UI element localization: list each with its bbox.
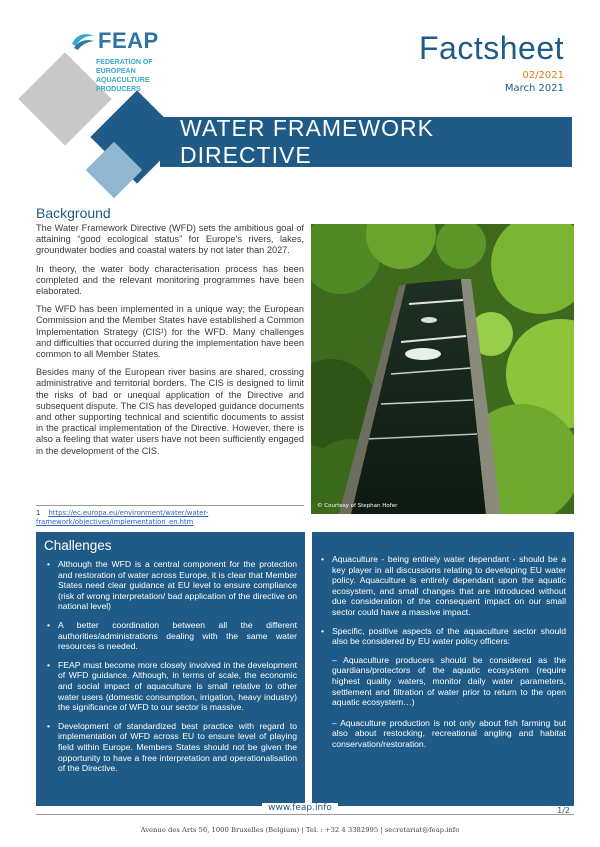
logo-wordmark: FEAP <box>98 28 159 53</box>
footnote-link[interactable]: https://ec.europa.eu/environment/water/water-framework/objectives/implementation_en.htm <box>36 509 209 526</box>
footer-divider <box>36 814 574 815</box>
challenge-item: • FEAP must become more closely involved in the development of WFD guidance. Although, in terms of scale, the economic and social impact of aquaculture is small relative to other water users (domestic consumption, irrigation, heavy industry) the significance of WFD to our sector is massive. <box>44 660 297 713</box>
challenges-panel-left <box>36 532 305 806</box>
challenge-item: • Development of standardized best practice with regard to implementation of WFD across EU to ensure level of playing field within Europe. Members States should not be given the opportunity to have a free interpretation and operationalisation of the Directive. <box>44 721 297 774</box>
background-paragraph: The Water Framework Directive (WFD) sets the ambitious goal of attaining “good ecological status” for Europe’s rivers, lakes, groundwater bodies and coastal waters by not later than 2027. <box>36 223 304 256</box>
challenges-list-right <box>318 554 566 647</box>
challenges-panel-right <box>312 532 574 806</box>
footer-website-link[interactable]: www.feap.info <box>262 803 338 813</box>
challenge-item: • Specific, positive aspects of the aquaculture sector should also be considered by EU water policy officers: <box>318 626 566 647</box>
challenges-list-left <box>44 559 297 774</box>
photo-credit: © Courtesy of Stephan Hofer <box>317 503 398 509</box>
fish-wave-icon <box>70 30 96 52</box>
challenges-heading: Challenges <box>44 538 112 553</box>
challenge-item: • A better coordination between all the different authorities/administrations dealing with the same water resources is needed. <box>44 620 297 652</box>
challenge-item: • Aquaculture - being entirely water dependant - should be a key player in all discussions relating to developing EU water policy. Aquaculture is entirely dependant upon the aquatic ecosystem, and small changes that are introduced without due consideration of the consequent impact on our small sector could have a massive impact. <box>318 554 566 618</box>
background-paragraph: The WFD has been implemented in a unique way; the European Commission and the Member States have established a Common Implementation Strategy (CIS¹) for the WFD. Many challenges and difficulties that occurred during the implementation have been common to all Member States. <box>36 304 304 360</box>
footer-website <box>0 803 600 813</box>
footnote-number: 1 <box>36 509 41 517</box>
fish-farm-photo <box>311 224 574 514</box>
background-paragraph: Besides many of the European river basins are shared, crossing administrative and territorial borders. The CIS is designed to limit the risks of bad or unequal application of the Directive and subsequent dispute. The CIS has developed guidance documents and other supporting technical and scientific documents to assist in the practical implementation of the Directive. However, there is also a feeling that water users have not been sufficiently engaged in the development of the CIS. <box>36 367 304 456</box>
background-text <box>36 223 304 464</box>
feap-logo <box>70 28 190 94</box>
challenge-subitem: – Aquaculture producers should be considered as the guardians/protectors of the aquatic ecosystem (require highest quality waters, monitor daily water parameters, settlement and filtration of water prior to return to the open aquatic ecosystem…) <box>332 654 566 708</box>
doc-type-title: Factsheet <box>418 30 564 66</box>
factsheet-date: March 2021 <box>504 83 564 94</box>
aerial-photo-illustration <box>311 224 574 514</box>
page-number: 1/2 <box>557 806 570 815</box>
footnote <box>36 505 304 527</box>
title-banner <box>160 117 572 167</box>
banner-title: WATER FRAMEWORK DIRECTIVE <box>180 115 434 168</box>
background-paragraph: In theory, the water body characterisation process has been completed and the relevant monitoring programmes have been elaborated. <box>36 263 304 297</box>
logo-subtitle: FEDERATION OF EUROPEAN AQUACULTURE PRODUCERS <box>96 59 153 93</box>
factsheet-number: 02/2021 <box>522 70 564 81</box>
footer-address: Avenue des Arts 56, 1000 Bruxelles (Belgium) | Tel. : +32 4 3382995 | secretariat@feap.info <box>140 826 460 834</box>
challenge-subitem: – Aquaculture production is not only about fish farming but also about restocking, recreational angling and habitat conservation/restoration. <box>332 717 566 749</box>
background-heading: Background <box>36 205 111 221</box>
challenge-item: • Although the WFD is a central component for the protection and restoration of water across Europe, it is clear that Member States need clear guidance at EU level to ensure compliance (risk of wrong interpretation/ bad application of the directive on national level) <box>44 559 297 612</box>
